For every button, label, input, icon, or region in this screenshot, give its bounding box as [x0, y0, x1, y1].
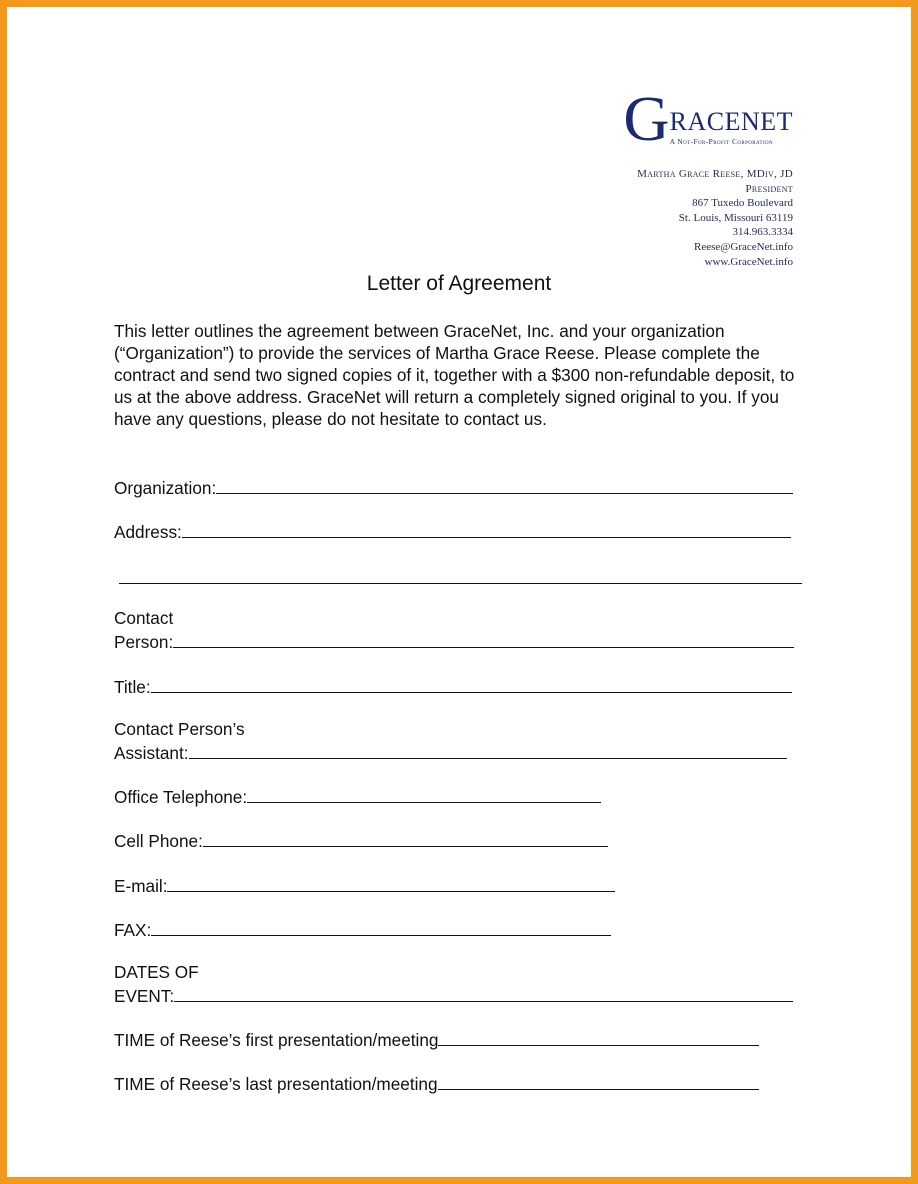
fax-field	[114, 917, 611, 941]
contact-website: www.GraceNet.info	[704, 255, 793, 268]
organization-field	[114, 475, 793, 499]
logo-letter-g: G	[623, 83, 668, 154]
cell-phone-field	[114, 828, 608, 852]
contact-person-label-1: Contact	[114, 608, 174, 628]
fax-label: FAX:	[114, 920, 152, 940]
page-title: Letter of Agreement	[366, 272, 552, 295]
cell-phone-blank[interactable]	[203, 828, 608, 847]
intro-paragraph: This letter outlines the agreement between GraceNet, Inc. and your organization (“Organization”) to provide the services of Martha Grace Reese. Please complete the contract and send two signed copies of it, together with a $300 non-refundable deposit, to us at the above address. GraceNet will return a completely signed original to you. If you have any questions, please do not hesitate to contact us.	[114, 321, 795, 429]
assistant-label-2: Assistant:	[114, 743, 189, 763]
first-time-field	[114, 1027, 759, 1051]
email-label: E-mail:	[114, 876, 168, 896]
cell-phone-label: Cell Phone:	[114, 831, 203, 851]
contact-person-field	[114, 607, 794, 653]
dates-label-1: DATES OF	[114, 962, 199, 982]
logo-tagline: A Not-For-Profit Corporation	[669, 136, 774, 146]
contact-person-label-2: Person:	[114, 632, 174, 652]
fax-blank[interactable]	[151, 917, 611, 936]
address-label: Address:	[114, 522, 182, 542]
assistant-field	[114, 718, 787, 764]
assistant-label-1: Contact Person’s	[114, 719, 245, 739]
contact-city: St. Louis, Missouri 63119	[678, 211, 793, 224]
letterhead	[623, 83, 793, 269]
contact-street: 867 Tuxedo Boulevard	[692, 197, 793, 210]
first-time-blank[interactable]	[438, 1027, 759, 1046]
address-line-2-field	[119, 565, 802, 589]
contact-person-blank[interactable]	[173, 629, 794, 648]
first-time-label: TIME of Reese’s first presentation/meeting	[114, 1030, 439, 1050]
office-telephone-label: Office Telephone:	[114, 787, 248, 807]
email-field	[114, 873, 615, 897]
last-time-label: TIME of Reese’s last presentation/meeting	[114, 1074, 438, 1094]
dates-field	[114, 961, 793, 1007]
assistant-blank[interactable]	[189, 740, 787, 759]
title-blank[interactable]	[151, 674, 792, 693]
contact-email: Reese@GraceNet.info	[694, 240, 793, 253]
contact-block	[623, 167, 793, 269]
last-time-blank[interactable]	[438, 1071, 759, 1090]
gracenet-logo	[623, 83, 793, 154]
office-telephone-blank[interactable]	[247, 784, 601, 803]
dates-label-2: EVENT:	[114, 986, 175, 1006]
title-field	[114, 674, 792, 698]
logo-wordmark: RACENET	[669, 106, 793, 136]
document-page	[7, 7, 911, 1177]
last-time-field	[114, 1071, 759, 1095]
address-field	[114, 519, 791, 543]
contact-role: President	[745, 182, 793, 195]
organization-blank[interactable]	[216, 475, 793, 494]
dates-blank[interactable]	[174, 983, 793, 1002]
office-telephone-field	[114, 784, 601, 808]
address-line-2-blank[interactable]	[119, 565, 802, 584]
title-label: Title:	[114, 677, 151, 697]
organization-label: Organization:	[114, 478, 217, 498]
email-blank[interactable]	[167, 873, 615, 892]
contact-phone: 314.963.3334	[732, 226, 793, 239]
contact-name: Martha Grace Reese, MDiv, JD	[637, 168, 793, 180]
address-blank[interactable]	[182, 519, 791, 538]
